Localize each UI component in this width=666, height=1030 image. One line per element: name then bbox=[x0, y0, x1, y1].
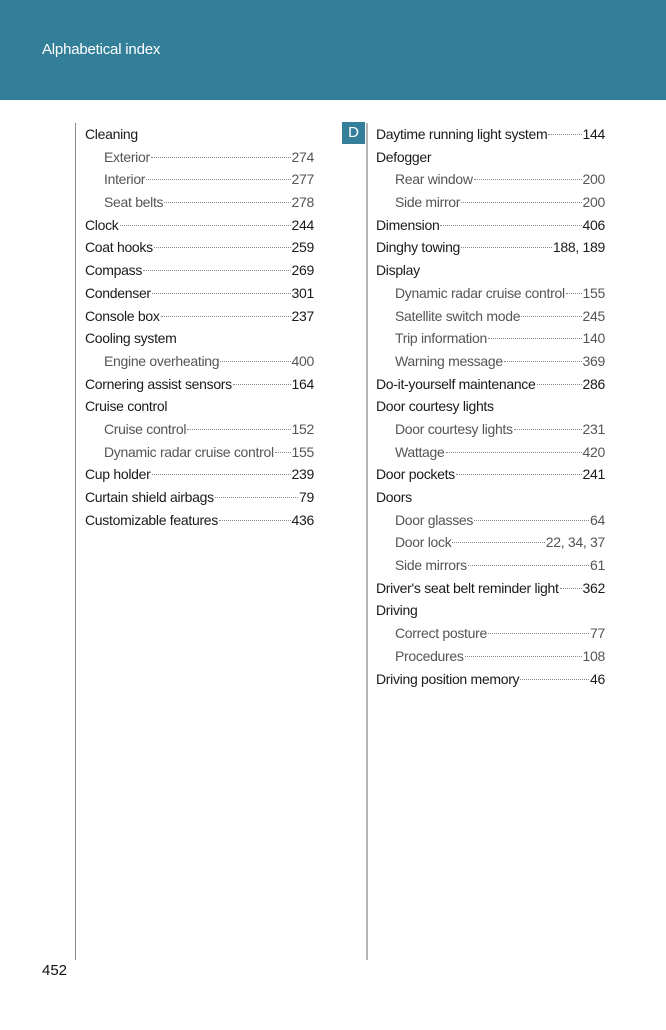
dot-leader bbox=[461, 202, 581, 203]
header-title: Alphabetical index bbox=[42, 41, 161, 58]
entry-page-ref: 369 bbox=[582, 352, 605, 369]
section-letter-badge: D bbox=[342, 122, 365, 144]
entry-label: Warning message bbox=[395, 352, 503, 369]
entry-page-ref: 46 bbox=[590, 670, 605, 687]
left-column-rule bbox=[75, 123, 76, 960]
dot-leader bbox=[514, 429, 582, 430]
index-subentry bbox=[376, 531, 605, 554]
page-number: 452 bbox=[42, 962, 68, 979]
entry-page-ref: 64 bbox=[590, 511, 605, 528]
entry-label: Cruise control bbox=[85, 398, 168, 415]
entry-page-ref: 144 bbox=[582, 126, 605, 142]
entry-label: Door glasses bbox=[395, 511, 474, 528]
entry-page-ref: 274 bbox=[291, 148, 314, 165]
entry-page-ref: 269 bbox=[291, 262, 314, 279]
index-entry bbox=[85, 486, 314, 509]
entry-page-ref: 406 bbox=[582, 216, 605, 233]
entry-page-ref: 362 bbox=[582, 579, 605, 596]
index-heading bbox=[85, 327, 314, 350]
entry-label: Compass bbox=[85, 262, 143, 279]
entry-page-ref: 239 bbox=[291, 466, 314, 483]
index-subentry bbox=[376, 191, 605, 214]
entry-page-ref: 79 bbox=[299, 489, 314, 505]
entry-label: Procedures bbox=[395, 647, 464, 664]
entry-page-ref: 244 bbox=[291, 216, 314, 233]
index-heading bbox=[85, 395, 314, 418]
entry-label: Dinghy towing bbox=[376, 239, 461, 256]
dot-leader bbox=[461, 247, 552, 248]
index-entry bbox=[376, 463, 605, 486]
index-subentry bbox=[376, 327, 605, 350]
index-entry bbox=[85, 463, 314, 486]
entry-label: Cornering assist sensors bbox=[85, 375, 232, 392]
entry-page-ref: 155 bbox=[291, 443, 314, 460]
entry-label: Door lock bbox=[395, 534, 452, 551]
entry-page-ref: 436 bbox=[291, 511, 314, 528]
index-column-right bbox=[376, 123, 605, 690]
index-column-left bbox=[85, 123, 314, 531]
entry-page-ref: 155 bbox=[582, 284, 605, 301]
dot-leader bbox=[560, 588, 582, 589]
entry-page-ref: 152 bbox=[291, 420, 314, 437]
entry-label: Cup holder bbox=[85, 466, 151, 483]
index-entry bbox=[376, 577, 605, 600]
entry-label: Cleaning bbox=[85, 126, 138, 142]
dot-leader bbox=[151, 157, 291, 158]
entry-label: Coat hooks bbox=[85, 239, 153, 256]
dot-leader bbox=[488, 633, 589, 634]
index-subentry bbox=[376, 441, 605, 464]
index-entry bbox=[376, 214, 605, 237]
dot-leader bbox=[537, 384, 582, 385]
entry-page-ref: 231 bbox=[582, 420, 605, 437]
index-entry bbox=[376, 373, 605, 396]
entry-label: Condenser bbox=[85, 284, 151, 301]
entry-label: Do-it-yourself maintenance bbox=[376, 375, 536, 392]
index-entry bbox=[85, 509, 314, 532]
entry-label: Display bbox=[376, 262, 420, 279]
entry-label: Console box bbox=[85, 307, 160, 324]
index-subentry bbox=[85, 168, 314, 191]
dot-leader bbox=[220, 361, 290, 362]
entry-label: Curtain shield airbags bbox=[85, 489, 214, 505]
dot-leader bbox=[468, 565, 589, 566]
entry-page-ref: 286 bbox=[582, 375, 605, 392]
dot-leader bbox=[275, 452, 291, 453]
entry-page-ref: 200 bbox=[582, 194, 605, 211]
entry-page-ref: 301 bbox=[291, 284, 314, 301]
entry-label: Dynamic radar cruise control bbox=[104, 443, 274, 460]
index-heading bbox=[376, 146, 605, 169]
entry-page-ref: 259 bbox=[291, 239, 314, 256]
entry-page-ref: 140 bbox=[582, 330, 605, 347]
index-entry bbox=[85, 305, 314, 328]
entry-label: Customizable features bbox=[85, 511, 218, 528]
entry-label: Interior bbox=[104, 171, 146, 188]
entry-label: Rear window bbox=[395, 171, 473, 188]
entry-page-ref: 108 bbox=[582, 647, 605, 664]
index-heading bbox=[85, 123, 314, 146]
dot-leader bbox=[215, 497, 298, 498]
entry-label: Driver's seat belt reminder light bbox=[376, 579, 559, 596]
index-subentry bbox=[376, 418, 605, 441]
index-subentry bbox=[376, 168, 605, 191]
entry-label: Exterior bbox=[104, 148, 150, 165]
index-entry bbox=[376, 123, 605, 146]
dot-leader bbox=[452, 542, 544, 543]
index-heading bbox=[376, 259, 605, 282]
index-entry bbox=[85, 259, 314, 282]
entry-label: Engine overheating bbox=[104, 352, 220, 369]
entry-label: Seat belts bbox=[104, 194, 164, 211]
entry-label: Clock bbox=[85, 216, 119, 233]
index-heading bbox=[376, 599, 605, 622]
dot-leader bbox=[521, 316, 581, 317]
entry-label: Side mirror bbox=[395, 194, 461, 211]
entry-page-ref: 241 bbox=[582, 466, 605, 483]
dot-leader bbox=[154, 247, 291, 248]
index-subentry bbox=[376, 554, 605, 577]
index-heading bbox=[376, 395, 605, 418]
right-column-rule bbox=[366, 123, 368, 960]
index-subentry bbox=[376, 305, 605, 328]
entry-page-ref: 420 bbox=[582, 443, 605, 460]
dot-leader bbox=[474, 520, 589, 521]
index-subentry bbox=[85, 441, 314, 464]
dot-leader bbox=[161, 316, 291, 317]
index-subentry bbox=[376, 282, 605, 305]
dot-leader bbox=[520, 679, 589, 680]
index-subentry bbox=[376, 509, 605, 532]
index-entry bbox=[376, 668, 605, 691]
entry-page-ref: 188, 189 bbox=[552, 239, 605, 256]
dot-leader bbox=[187, 429, 290, 430]
entry-label: Satellite switch mode bbox=[395, 307, 521, 324]
index-entry bbox=[85, 214, 314, 237]
index-subentry bbox=[85, 350, 314, 373]
index-subentry bbox=[85, 191, 314, 214]
entry-page-ref: 245 bbox=[582, 307, 605, 324]
dot-leader bbox=[143, 270, 291, 271]
dot-leader bbox=[152, 293, 291, 294]
index-subentry bbox=[85, 418, 314, 441]
entry-label: Door courtesy lights bbox=[376, 398, 494, 415]
entry-label: Cooling system bbox=[85, 330, 177, 347]
index-subentry bbox=[376, 622, 605, 645]
dot-leader bbox=[219, 520, 291, 521]
entry-page-ref: 77 bbox=[590, 625, 605, 642]
entry-label: Door courtesy lights bbox=[395, 420, 513, 437]
dot-leader bbox=[465, 656, 582, 657]
entry-label: Correct posture bbox=[395, 625, 487, 642]
entry-page-ref: 22, 34, 37 bbox=[545, 534, 605, 551]
entry-label: Daytime running light system bbox=[376, 126, 548, 142]
entry-page-ref: 400 bbox=[291, 352, 314, 369]
entry-label: Side mirrors bbox=[395, 557, 467, 574]
entry-label: Wattage bbox=[395, 443, 445, 460]
entry-page-ref: 278 bbox=[291, 194, 314, 211]
dot-leader bbox=[566, 293, 582, 294]
index-subentry bbox=[376, 350, 605, 373]
dot-leader bbox=[548, 134, 581, 135]
entry-label: Doors bbox=[376, 489, 412, 505]
dot-leader bbox=[146, 179, 290, 180]
entry-label: Trip information bbox=[395, 330, 487, 347]
index-heading bbox=[376, 486, 605, 509]
dot-leader bbox=[446, 452, 582, 453]
dot-leader bbox=[152, 474, 291, 475]
index-entry bbox=[85, 373, 314, 396]
entry-page-ref: 61 bbox=[590, 557, 605, 574]
index-entry bbox=[376, 236, 605, 259]
index-entry bbox=[85, 282, 314, 305]
dot-leader bbox=[164, 202, 290, 203]
index-subentry bbox=[85, 146, 314, 169]
entry-label: Dynamic radar cruise control bbox=[395, 284, 565, 301]
entry-label: Dimension bbox=[376, 216, 440, 233]
entry-label: Driving bbox=[376, 602, 418, 619]
entry-page-ref: 164 bbox=[291, 375, 314, 392]
entry-label: Defogger bbox=[376, 148, 432, 165]
dot-leader bbox=[233, 384, 291, 385]
dot-leader bbox=[474, 179, 582, 180]
entry-label: Cruise control bbox=[104, 420, 187, 437]
entry-page-ref: 277 bbox=[291, 171, 314, 188]
index-subentry bbox=[376, 645, 605, 668]
page-header bbox=[0, 0, 666, 100]
dot-leader bbox=[456, 474, 582, 475]
entry-page-ref: 200 bbox=[582, 171, 605, 188]
entry-page-ref: 237 bbox=[291, 307, 314, 324]
dot-leader bbox=[504, 361, 582, 362]
entry-label: Driving position memory bbox=[376, 670, 520, 687]
dot-leader bbox=[488, 338, 582, 339]
index-entry bbox=[85, 236, 314, 259]
dot-leader bbox=[440, 225, 581, 226]
entry-label: Door pockets bbox=[376, 466, 455, 483]
dot-leader bbox=[120, 225, 291, 226]
